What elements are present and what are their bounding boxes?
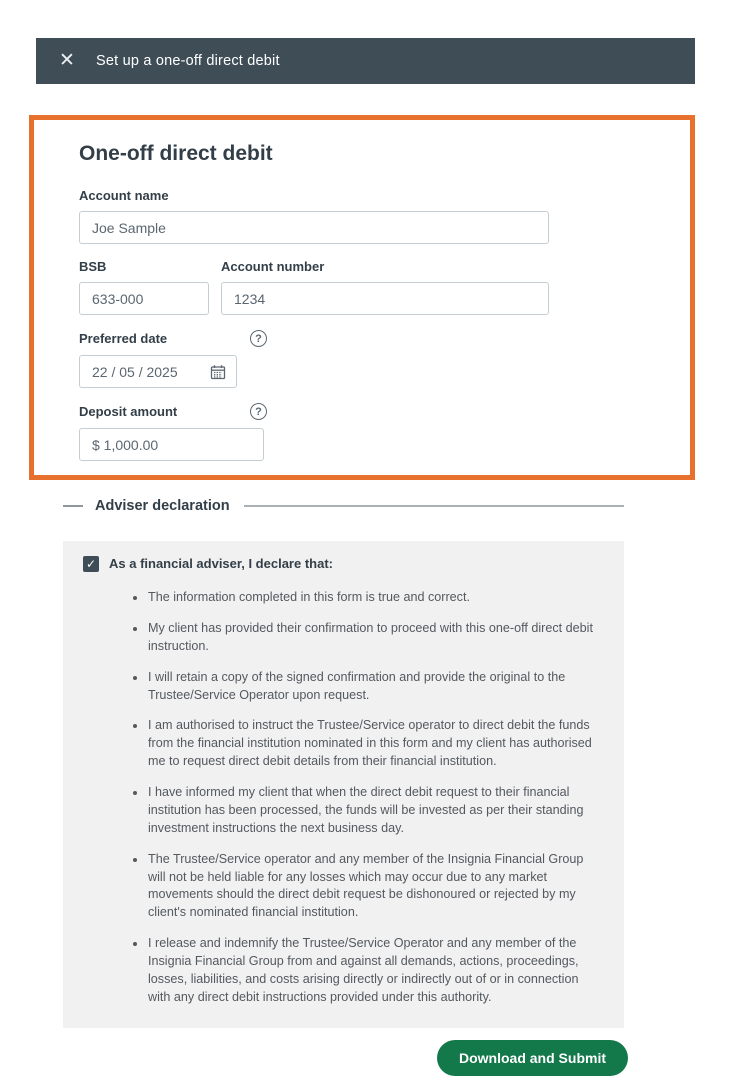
bsb-account-row: [79, 259, 690, 315]
dialog-titlebar: [36, 38, 695, 84]
declaration-bullet: The Trustee/Service operator and any member of the Insignia Financial Group will not be held liable for any losses which may occur due to any market movements should the direct debit request be dishonoured or rejected by my client's nominated financial institution.: [133, 851, 604, 923]
account-number-field-group: [221, 259, 549, 315]
section-left-dash: [63, 505, 83, 507]
preferred-date-help-icon[interactable]: ?: [250, 330, 267, 347]
declaration-bullet: I will retain a copy of the signed confirmation and provide the original to the Trustee/Service Operator upon request.: [133, 669, 604, 705]
declaration-bullet: I release and indemnify the Trustee/Service Operator and any member of the Insignia Financial Group from and against all demands, actions, proceedings, losses, liabilities, and costs arising directly or indirectly out of or in connection with any direct debit instructions provided under this authority.: [133, 935, 604, 1007]
account-number-input[interactable]: [221, 282, 549, 315]
declaration-checkbox-row: [83, 556, 604, 572]
section-divider-line: [244, 505, 624, 507]
declaration-bullet: I am authorised to instruct the Trustee/Service operator to direct debit the funds from the financial institution nominated in this form and my client has authorised me to request direct debit details from their financial institution.: [133, 717, 604, 771]
account-number-label: Account number: [221, 259, 325, 274]
adviser-declaration-panel: [63, 541, 624, 1028]
adviser-declaration-section-header: [63, 498, 624, 514]
deposit-amount-input[interactable]: [79, 428, 264, 461]
adviser-declaration-checkbox[interactable]: ✓: [83, 556, 99, 572]
preferred-date-input[interactable]: [92, 364, 210, 380]
dialog-title: Set up a one-off direct debit: [96, 53, 280, 69]
deposit-amount-label-row: [79, 403, 690, 420]
declaration-bullet: I have informed my client that when the direct debit request to their financial institution has been processed, the funds will be invested as per their standing investment instructions the next business day.: [133, 784, 604, 838]
bsb-field-group: [79, 259, 209, 315]
close-icon[interactable]: ✕: [59, 50, 75, 71]
adviser-declaration-title: Adviser declaration: [95, 498, 230, 514]
download-and-submit-button[interactable]: Download and Submit: [437, 1040, 628, 1076]
direct-debit-form-card: [29, 115, 695, 480]
account-name-label: Account name: [79, 188, 169, 203]
preferred-date-label: Preferred date: [79, 331, 168, 346]
form-heading: One-off direct debit: [79, 142, 273, 165]
account-name-input[interactable]: [79, 211, 549, 244]
deposit-amount-label: Deposit amount: [79, 404, 178, 419]
declaration-bullet: My client has provided their confirmation to proceed with this one-off direct debit instruction.: [133, 620, 604, 656]
deposit-amount-help-icon[interactable]: ?: [250, 403, 267, 420]
declaration-bullet-list: [133, 589, 604, 1007]
preferred-date-label-row: [79, 330, 690, 347]
preferred-date-field: [79, 355, 237, 388]
calendar-icon[interactable]: [210, 364, 226, 380]
declaration-bullet: The information completed in this form is true and correct.: [133, 589, 604, 607]
bsb-input[interactable]: [79, 282, 209, 315]
bsb-label: BSB: [79, 259, 107, 274]
declaration-checkbox-label: As a financial adviser, I declare that:: [109, 556, 333, 571]
